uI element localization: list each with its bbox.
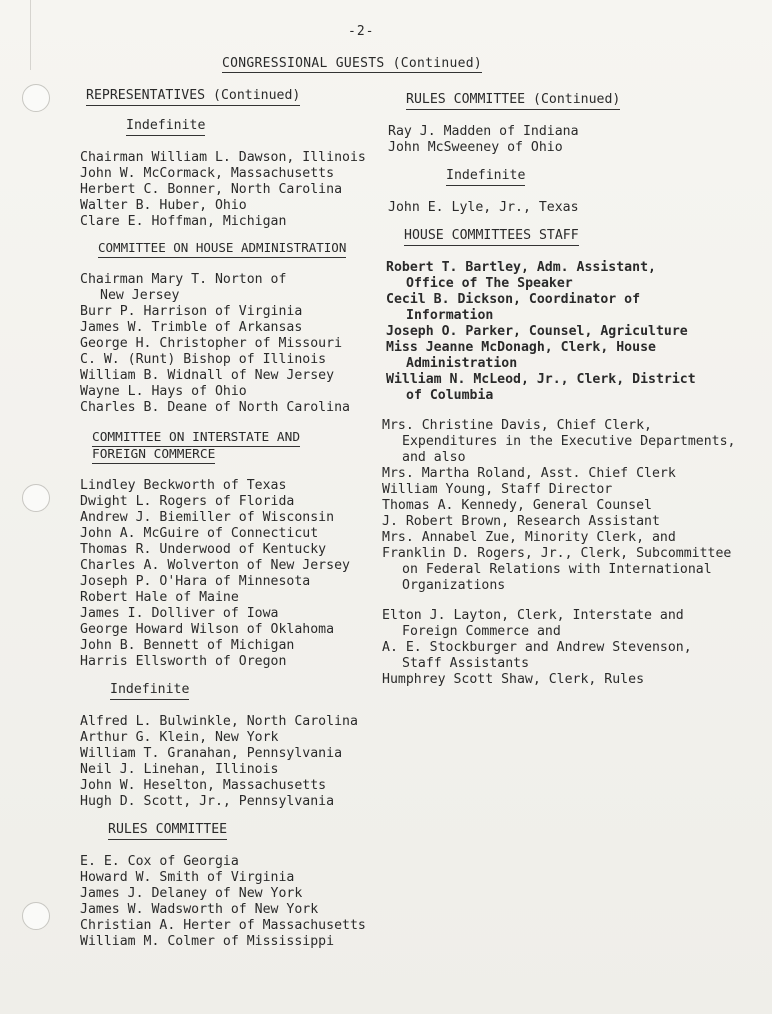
interstate-indefinite-list — [80, 714, 380, 810]
list-item: Clare E. Hoffman, Michigan — [80, 214, 287, 229]
list-item: Lindley Beckworth of Texas — [80, 478, 287, 493]
indefinite-subheading: Indefinite — [446, 168, 525, 186]
staff-list-3 — [382, 608, 767, 688]
list-item: James I. Dolliver of Iowa — [80, 606, 279, 621]
list-item: Joseph P. O'Hara of Minnesota — [80, 574, 311, 589]
rules-indefinite-list — [382, 200, 767, 216]
list-item: Harris Ellsworth of Oregon — [80, 654, 287, 669]
staff-entry: Elton J. Layton, Clerk, Interstate and — [382, 608, 684, 623]
list-item: Burr P. Harrison of Virginia — [80, 304, 303, 319]
list-item: E. E. Cox of Georgia — [80, 854, 239, 869]
list-item: Charles A. Wolverton of New Jersey — [80, 558, 350, 573]
list-item: Alfred L. Bulwinkle, North Carolina — [80, 714, 358, 729]
rules-continued-heading: RULES COMMITTEE (Continued) — [406, 92, 620, 110]
page-fold-mark — [30, 0, 31, 70]
staff-entry: Mrs. Christine Davis, Chief Clerk, — [382, 418, 652, 433]
list-item: Hugh D. Scott, Jr., Pennsylvania — [80, 794, 335, 809]
staff-entry: Mrs. Annabel Zue, Minority Clerk, and — [382, 530, 676, 545]
staff-entry: Franklin D. Rogers, Jr., Clerk, Subcommittee — [382, 546, 732, 561]
staff-entry-continued: of Columbia — [406, 388, 494, 403]
list-item: James W. Wadsworth of New York — [80, 902, 319, 917]
list-item: John McSweeney of Ohio — [388, 140, 563, 155]
list-item: Neil J. Linehan, Illinois — [80, 762, 279, 777]
list-item: John E. Lyle, Jr., Texas — [388, 200, 579, 215]
page-number: -2- — [348, 24, 375, 39]
list-item: John B. Bennett of Michigan — [80, 638, 295, 653]
list-item: James J. Delaney of New York — [80, 886, 303, 901]
staff-entry: Joseph O. Parker, Counsel, Agriculture — [386, 324, 688, 339]
list-item: Charles B. Deane of North Carolina — [80, 400, 350, 415]
punch-hole-middle — [22, 484, 50, 512]
list-item-continued: New Jersey — [100, 288, 180, 303]
representatives-heading: REPRESENTATIVES (Continued) — [86, 88, 300, 106]
house-committees-staff-heading: HOUSE COMMITTEES STAFF — [404, 228, 579, 246]
staff-entry-continued: Expenditures in the Executive Departments, — [402, 434, 736, 449]
list-item: Ray J. Madden of Indiana — [388, 124, 579, 139]
punch-hole-bottom — [22, 902, 50, 930]
list-item: John A. McGuire of Connecticut — [80, 526, 319, 541]
list-item: William B. Widnall of New Jersey — [80, 368, 335, 383]
list-item: George H. Christopher of Missouri — [80, 336, 343, 351]
list-item: Wayne L. Hays of Ohio — [80, 384, 247, 399]
indefinite-subheading: Indefinite — [110, 682, 189, 700]
interstate-commerce-heading — [92, 430, 380, 464]
house-administration-list — [80, 304, 380, 416]
list-item: Chairman Mary T. Norton of — [80, 272, 287, 287]
list-item: Christian A. Herter of Massachusetts — [80, 918, 366, 933]
list-item: Howard W. Smith of Virginia — [80, 870, 295, 885]
representatives-indefinite-list — [80, 150, 380, 230]
staff-list-1 — [382, 260, 767, 404]
list-item: Chairman William L. Dawson, Illinois — [80, 150, 366, 165]
staff-entry: J. Robert Brown, Research Assistant — [382, 514, 660, 529]
punch-hole-top — [22, 84, 50, 112]
staff-entry: Miss Jeanne McDonagh, Clerk, House — [386, 340, 656, 355]
interstate-heading-line-2: FOREIGN COMMERCE — [92, 447, 216, 462]
list-item: James W. Trimble of Arkansas — [80, 320, 303, 335]
list-item: Thomas R. Underwood of Kentucky — [80, 542, 327, 557]
staff-entry-continued: Information — [406, 308, 494, 323]
list-item: John W. McCormack, Massachusetts — [80, 166, 335, 181]
list-item: William T. Granahan, Pennsylvania — [80, 746, 343, 761]
staff-entry-continued: Foreign Commerce and — [402, 624, 561, 639]
list-item: John W. Heselton, Massachusetts — [80, 778, 327, 793]
staff-entry-continued: Office of The Speaker — [406, 276, 573, 291]
staff-entry: Thomas A. Kennedy, General Counsel — [382, 498, 652, 513]
list-item: Herbert C. Bonner, North Carolina — [80, 182, 343, 197]
staff-entry-continued: on Federal Relations with International — [402, 562, 712, 577]
staff-entry: Humphrey Scott Shaw, Clerk, Rules — [382, 672, 645, 687]
list-item: Arthur G. Klein, New York — [80, 730, 279, 745]
interstate-commerce-list — [80, 478, 380, 670]
staff-entry: William N. McLeod, Jr., Clerk, District — [386, 372, 696, 387]
house-administration-heading: COMMITTEE ON HOUSE ADMINISTRATION — [98, 240, 346, 258]
interstate-heading-line-1: COMMITTEE ON INTERSTATE AND — [92, 430, 301, 445]
staff-entry: William Young, Staff Director — [382, 482, 613, 497]
page-title: CONGRESSIONAL GUESTS (Continued) — [222, 56, 483, 71]
right-column — [382, 92, 767, 688]
list-item: William M. Colmer of Mississippi — [80, 934, 335, 949]
rules-committee-list — [80, 854, 380, 950]
staff-entry: Mrs. Martha Roland, Asst. Chief Clerk — [382, 466, 676, 481]
staff-entry-continued: Organizations — [402, 578, 506, 593]
indefinite-subheading: Indefinite — [126, 118, 205, 136]
staff-entry: Robert T. Bartley, Adm. Assistant, — [386, 260, 656, 275]
rules-committee-heading: RULES COMMITTEE — [108, 822, 227, 840]
list-item: C. W. (Runt) Bishop of Illinois — [80, 352, 327, 367]
rules-continued-list — [382, 124, 767, 156]
left-column — [80, 88, 380, 950]
staff-entry-continued: Administration — [406, 356, 518, 371]
list-item: Robert Hale of Maine — [80, 590, 239, 605]
staff-list-2 — [382, 418, 767, 594]
staff-entry-continued: Staff Assistants — [402, 656, 530, 671]
list-item: Walter B. Huber, Ohio — [80, 198, 247, 213]
staff-entry: A. E. Stockburger and Andrew Stevenson, — [382, 640, 692, 655]
list-item: George Howard Wilson of Oklahoma — [80, 622, 335, 637]
list-item: Andrew J. Biemiller of Wisconsin — [80, 510, 335, 525]
list-item: Dwight L. Rogers of Florida — [80, 494, 295, 509]
staff-entry: Cecil B. Dickson, Coordinator of — [386, 292, 641, 307]
staff-entry-continued: and also — [402, 450, 466, 465]
